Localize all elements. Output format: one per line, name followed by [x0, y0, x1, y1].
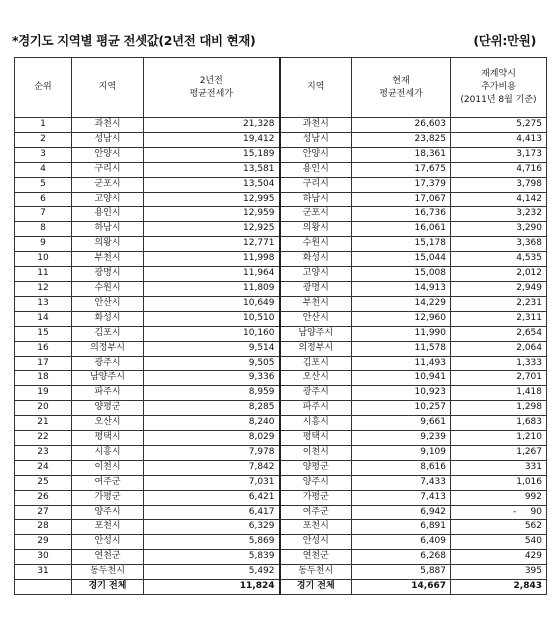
- table-row: [15, 475, 547, 490]
- cell-region-before: 파주시: [72, 386, 144, 401]
- cell-region-now: 동두천시: [280, 565, 352, 580]
- cell-rank: 13: [15, 296, 72, 311]
- cell-now: 10,257: [352, 401, 451, 416]
- header-extra-line-1: 재계약시: [481, 69, 516, 79]
- cell-extra: 1,016: [451, 475, 547, 490]
- cell-rank: 27: [15, 505, 72, 520]
- header-before-line-2: 평균전세가: [189, 88, 233, 99]
- table-row: [15, 296, 547, 311]
- cell-rank: 18: [15, 371, 72, 386]
- cell-region-before: 이천시: [72, 460, 144, 475]
- cell-rank: 23: [15, 445, 72, 460]
- cell-before: 8,029: [144, 431, 280, 446]
- table-row: [15, 386, 547, 401]
- cell-extra: 1,333: [451, 356, 547, 371]
- cell-now: 10,941: [352, 371, 451, 386]
- cell-extra: 4,413: [451, 132, 547, 147]
- cell-region-now: 수원시: [280, 237, 352, 252]
- cell-region-before: 포천시: [72, 520, 144, 535]
- header-rank: 순위: [15, 58, 72, 118]
- cell-rank: 19: [15, 386, 72, 401]
- table-row: [15, 535, 547, 550]
- table-row: [15, 460, 547, 475]
- cell-before: 12,995: [144, 192, 280, 207]
- cell-extra: 4,142: [451, 192, 547, 207]
- cell-rank: 26: [15, 490, 72, 505]
- cell-region-before: 양평군: [72, 401, 144, 416]
- cell-region-before: 김포시: [72, 326, 144, 341]
- cell-region-before: 오산시: [72, 416, 144, 431]
- cell-region-before: 용인시: [72, 207, 144, 222]
- cell-extra: 1,210: [451, 431, 547, 446]
- cell-before: 9,336: [144, 371, 280, 386]
- cell-before: 21,328: [144, 118, 280, 133]
- cell-now: 9,109: [352, 445, 451, 460]
- cell-region-now: 의정부시: [280, 341, 352, 356]
- cell-region-before: 남양주시: [72, 371, 144, 386]
- cell-region-before: 광명시: [72, 267, 144, 282]
- cell-region-before: 고양시: [72, 192, 144, 207]
- cell-now: 23,825: [352, 132, 451, 147]
- cell-before: 13,504: [144, 177, 280, 192]
- cell-before: 7,978: [144, 445, 280, 460]
- table-row: [15, 162, 547, 177]
- cell-region-before: 안양시: [72, 147, 144, 162]
- cell-extra: - 90: [451, 505, 547, 520]
- cell-region-now: 포천시: [280, 520, 352, 535]
- cell-before: 8,285: [144, 401, 280, 416]
- cell-now: 18,361: [352, 147, 451, 162]
- cell-region-before: 과천시: [72, 118, 144, 133]
- table-row: [15, 431, 547, 446]
- cell-extra: 3,290: [451, 222, 547, 237]
- cell-region-before: 하남시: [72, 222, 144, 237]
- cell-extra: 1,683: [451, 416, 547, 431]
- cell-region-before: 화성시: [72, 311, 144, 326]
- cell-region-now: 양평군: [280, 460, 352, 475]
- header-region-now: 지역: [280, 58, 352, 118]
- cell-extra: 2,012: [451, 267, 547, 282]
- total-row: [15, 580, 547, 595]
- cell-extra: 992: [451, 490, 547, 505]
- table-header: [15, 58, 547, 118]
- cell-region-now: 하남시: [280, 192, 352, 207]
- cell-rank: 14: [15, 311, 72, 326]
- table-row: [15, 550, 547, 565]
- cell-rank: 2: [15, 132, 72, 147]
- cell-region-now: 안성시: [280, 535, 352, 550]
- cell-rank: 10: [15, 252, 72, 267]
- cell-now: 14,913: [352, 281, 451, 296]
- cell-now: 26,603: [352, 118, 451, 133]
- cell-region-now: 용인시: [280, 162, 352, 177]
- cell-now: 9,239: [352, 431, 451, 446]
- table-row: [15, 252, 547, 267]
- header-now-line-1: 현재: [392, 75, 410, 86]
- cell-now: 16,061: [352, 222, 451, 237]
- cell-now: 17,379: [352, 177, 451, 192]
- cell-rank: 3: [15, 147, 72, 162]
- cell-before: 6,417: [144, 505, 280, 520]
- table-row: [15, 445, 547, 460]
- cell-rank: 7: [15, 207, 72, 222]
- cell-extra: 2,311: [451, 311, 547, 326]
- table-row: [15, 281, 547, 296]
- cell-extra: 2,701: [451, 371, 547, 386]
- cell-before: 8,959: [144, 386, 280, 401]
- cell-region-before: 광주시: [72, 356, 144, 371]
- cell-before: 5,869: [144, 535, 280, 550]
- cell-extra: 429: [451, 550, 547, 565]
- cell-region-now: 광명시: [280, 281, 352, 296]
- cell-region-now: 연천군: [280, 550, 352, 565]
- cell-region-now: 가평군: [280, 490, 352, 505]
- cell-extra: 3,232: [451, 207, 547, 222]
- cell-region-now: 오산시: [280, 371, 352, 386]
- cell-region-now: 안산시: [280, 311, 352, 326]
- table-row: [15, 416, 547, 431]
- cell-rank: 30: [15, 550, 72, 565]
- cell-before: 10,160: [144, 326, 280, 341]
- cell-rank: 25: [15, 475, 72, 490]
- cell-rank: 16: [15, 341, 72, 356]
- table-row: [15, 132, 547, 147]
- cell-extra: 540: [451, 535, 547, 550]
- cell-region-now: 이천시: [280, 445, 352, 460]
- cell-before: 11,998: [144, 252, 280, 267]
- header-region-before: 지역: [72, 58, 144, 118]
- cell-now: 7,413: [352, 490, 451, 505]
- cell-before: 6,421: [144, 490, 280, 505]
- table-row: [15, 356, 547, 371]
- cell-region-now: 안양시: [280, 147, 352, 162]
- cell-region-now: 시흥시: [280, 416, 352, 431]
- cell-now: 9,661: [352, 416, 451, 431]
- cell-extra: 5,275: [451, 118, 547, 133]
- cell-now: 6,409: [352, 535, 451, 550]
- cell-extra: 1,298: [451, 401, 547, 416]
- table-row: [15, 341, 547, 356]
- header-extra-line-3: (2011년 8월 기준): [460, 95, 537, 105]
- total-label-before: 경기 전체: [72, 580, 144, 595]
- cell-region-before: 연천군: [72, 550, 144, 565]
- cell-rank: 29: [15, 535, 72, 550]
- cell-now: 14,229: [352, 296, 451, 311]
- cell-before: 5,492: [144, 565, 280, 580]
- cell-region-before: 군포시: [72, 177, 144, 192]
- table-row: [15, 490, 547, 505]
- table-row: [15, 118, 547, 133]
- cell-region-now: 평택시: [280, 431, 352, 446]
- cell-region-before: 구리시: [72, 162, 144, 177]
- cell-before: 12,925: [144, 222, 280, 237]
- header-extra: [451, 58, 547, 118]
- table-row: [15, 505, 547, 520]
- cell-rank: 22: [15, 431, 72, 446]
- cell-now: 5,887: [352, 565, 451, 580]
- cell-extra: 395: [451, 565, 547, 580]
- cell-now: 6,942: [352, 505, 451, 520]
- cell-extra: 3,173: [451, 147, 547, 162]
- cell-now: 17,675: [352, 162, 451, 177]
- cell-before: 12,959: [144, 207, 280, 222]
- table-row: [15, 207, 547, 222]
- table-body: [15, 118, 547, 580]
- cell-region-before: 안성시: [72, 535, 144, 550]
- cell-region-before: 의정부시: [72, 341, 144, 356]
- cell-extra: 2,949: [451, 281, 547, 296]
- cell-region-before: 여주군: [72, 475, 144, 490]
- cell-region-now: 화성시: [280, 252, 352, 267]
- cell-now: 11,493: [352, 356, 451, 371]
- cell-region-before: 동두천시: [72, 565, 144, 580]
- table-row: [15, 222, 547, 237]
- cell-rank: 12: [15, 281, 72, 296]
- cell-before: 11,964: [144, 267, 280, 282]
- cell-before: 9,505: [144, 356, 280, 371]
- cell-before: 8,240: [144, 416, 280, 431]
- cell-region-before: 안산시: [72, 296, 144, 311]
- cell-rank: 20: [15, 401, 72, 416]
- cell-rank: 9: [15, 237, 72, 252]
- cell-region-now: 양주시: [280, 475, 352, 490]
- cell-rank: 17: [15, 356, 72, 371]
- total-rank-cell: [15, 580, 72, 595]
- cell-region-now: 구리시: [280, 177, 352, 192]
- cell-rank: 24: [15, 460, 72, 475]
- cell-extra: 2,064: [451, 341, 547, 356]
- table-row: [15, 520, 547, 535]
- jeonse-table: [14, 57, 547, 595]
- cell-region-now: 성남시: [280, 132, 352, 147]
- cell-rank: 1: [15, 118, 72, 133]
- cell-rank: 31: [15, 565, 72, 580]
- cell-rank: 15: [15, 326, 72, 341]
- cell-now: 11,990: [352, 326, 451, 341]
- cell-before: 12,771: [144, 237, 280, 252]
- cell-now: 15,008: [352, 267, 451, 282]
- cell-region-before: 성남시: [72, 132, 144, 147]
- cell-region-before: 수원시: [72, 281, 144, 296]
- table-row: [15, 177, 547, 192]
- table-row: [15, 565, 547, 580]
- cell-before: 9,514: [144, 341, 280, 356]
- cell-region-now: 남양주시: [280, 326, 352, 341]
- cell-extra: 4,716: [451, 162, 547, 177]
- cell-before: 5,839: [144, 550, 280, 565]
- cell-rank: 21: [15, 416, 72, 431]
- cell-region-now: 김포시: [280, 356, 352, 371]
- cell-before: 15,189: [144, 147, 280, 162]
- cell-before: 7,842: [144, 460, 280, 475]
- cell-before: 6,329: [144, 520, 280, 535]
- table-row: [15, 311, 547, 326]
- cell-region-before: 시흥시: [72, 445, 144, 460]
- cell-extra: 3,368: [451, 237, 547, 252]
- cell-extra: 1,418: [451, 386, 547, 401]
- header-now: [352, 58, 451, 118]
- cell-region-before: 양주시: [72, 505, 144, 520]
- cell-rank: 28: [15, 520, 72, 535]
- cell-region-before: 가평군: [72, 490, 144, 505]
- cell-now: 10,923: [352, 386, 451, 401]
- table-row: [15, 326, 547, 341]
- unit-label: (단위:만원): [473, 33, 536, 48]
- cell-now: 6,891: [352, 520, 451, 535]
- cell-extra: 562: [451, 520, 547, 535]
- cell-now: 8,616: [352, 460, 451, 475]
- cell-region-now: 부천시: [280, 296, 352, 311]
- cell-now: 11,578: [352, 341, 451, 356]
- cell-region-now: 여주군: [280, 505, 352, 520]
- header-extra-line-2: 추가비용: [481, 82, 516, 92]
- cell-region-now: 고양시: [280, 267, 352, 282]
- cell-before: 11,809: [144, 281, 280, 296]
- cell-before: 10,510: [144, 311, 280, 326]
- cell-extra: 3,798: [451, 177, 547, 192]
- table-row: [15, 371, 547, 386]
- total-now: 14,667: [352, 580, 451, 595]
- cell-extra: 331: [451, 460, 547, 475]
- cell-region-now: 광주시: [280, 386, 352, 401]
- table-row: [15, 237, 547, 252]
- cell-now: 15,178: [352, 237, 451, 252]
- cell-rank: 8: [15, 222, 72, 237]
- cell-rank: 6: [15, 192, 72, 207]
- cell-now: 12,960: [352, 311, 451, 326]
- cell-region-now: 의왕시: [280, 222, 352, 237]
- cell-extra: 2,231: [451, 296, 547, 311]
- table-row: [15, 267, 547, 282]
- table-row: [15, 192, 547, 207]
- table-footer: [15, 580, 547, 595]
- total-label-now: 경기 전체: [280, 580, 352, 595]
- cell-region-before: 부천시: [72, 252, 144, 267]
- document-title: *경기도 지역별 평균 전셋값(2년전 대비 현재): [12, 33, 256, 48]
- cell-region-now: 군포시: [280, 207, 352, 222]
- cell-region-now: 파주시: [280, 401, 352, 416]
- table-row: [15, 401, 547, 416]
- cell-before: 19,412: [144, 132, 280, 147]
- cell-region-before: 의왕시: [72, 237, 144, 252]
- cell-now: 16,736: [352, 207, 451, 222]
- cell-before: 7,031: [144, 475, 280, 490]
- cell-rank: 4: [15, 162, 72, 177]
- table-row: [15, 147, 547, 162]
- cell-extra: 1,267: [451, 445, 547, 460]
- header-before: [144, 58, 280, 118]
- cell-rank: 5: [15, 177, 72, 192]
- header-before-line-1: 2년전: [199, 75, 223, 86]
- cell-now: 6,268: [352, 550, 451, 565]
- cell-now: 7,433: [352, 475, 451, 490]
- cell-rank: 11: [15, 267, 72, 282]
- cell-before: 10,649: [144, 296, 280, 311]
- cell-extra: 4,535: [451, 252, 547, 267]
- total-extra: 2,843: [451, 580, 547, 595]
- cell-region-now: 과천시: [280, 118, 352, 133]
- cell-extra: 2,654: [451, 326, 547, 341]
- cell-region-before: 평택시: [72, 431, 144, 446]
- cell-now: 15,044: [352, 252, 451, 267]
- header-now-line-2: 평균전세가: [379, 88, 423, 99]
- cell-before: 13,581: [144, 162, 280, 177]
- total-before: 11,824: [144, 580, 280, 595]
- cell-now: 17,067: [352, 192, 451, 207]
